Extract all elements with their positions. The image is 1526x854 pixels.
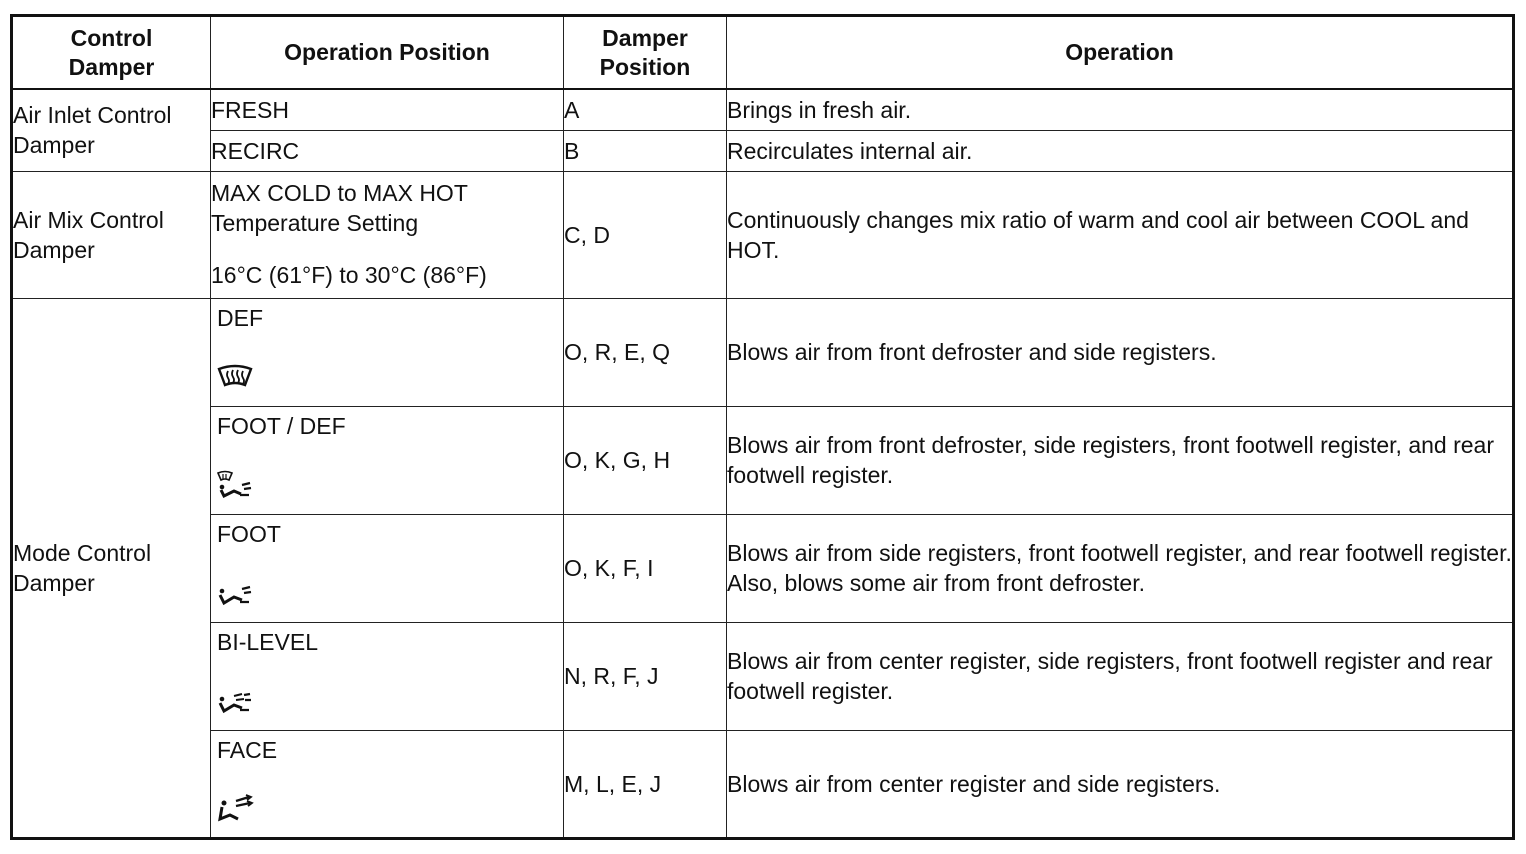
mode-label: FACE <box>217 736 278 763</box>
table-row <box>12 622 1514 730</box>
operation-position-cell <box>211 406 564 514</box>
operation-cell: Continuously changes mix ratio of warm and cool air between COOL and HOT. <box>727 171 1514 298</box>
operation-cell: Recirculates internal air. <box>727 130 1514 171</box>
operation-cell: Brings in fresh air. <box>727 89 1514 130</box>
header-control-damper: Control Damper <box>12 16 211 90</box>
mode-label: FOOT / DEF <box>217 412 346 439</box>
foot-icon <box>216 577 254 607</box>
operation-position-cell: RECIRC <box>211 130 564 171</box>
header-operation-position: Operation Position <box>211 16 564 90</box>
mode-label: BI-LEVEL <box>217 628 318 655</box>
temperature-range-label: 16°C (61°F) to 30°C (86°F) <box>211 261 487 288</box>
damper-position-cell: N, R, F, J <box>564 622 727 730</box>
damper-position-cell: O, K, G, H <box>564 406 727 514</box>
table-row <box>12 89 1514 130</box>
bi-level-icon <box>216 685 254 715</box>
foot-defrost-icon <box>216 469 254 499</box>
header-operation: Operation <box>727 16 1514 90</box>
group-mode: Mode Control Damper <box>12 298 211 838</box>
operation-cell: Blows air from front defroster, side registers, front footwell register, and rear footwell register. <box>727 406 1514 514</box>
mode-label: FOOT <box>217 520 281 547</box>
face-icon <box>216 793 254 823</box>
damper-position-cell: C, D <box>564 171 727 298</box>
damper-position-cell: M, L, E, J <box>564 730 727 838</box>
group-air-mix: Air Mix Control Damper <box>12 171 211 298</box>
damper-operation-table <box>10 14 1515 840</box>
damper-position-cell: B <box>564 130 727 171</box>
operation-position-cell <box>211 514 564 622</box>
table-row <box>12 406 1514 514</box>
group-air-inlet: Air Inlet Control Damper <box>12 89 211 171</box>
operation-cell: Blows air from center register and side registers. <box>727 730 1514 838</box>
operation-position-cell <box>211 622 564 730</box>
operation-cell: Blows air from front defroster and side registers. <box>727 298 1514 406</box>
table-row <box>12 130 1514 171</box>
damper-position-cell: A <box>564 89 727 130</box>
operation-position-cell <box>211 298 564 406</box>
table-row <box>12 298 1514 406</box>
operation-cell: Blows air from side registers, front footwell register, and rear footwell register. Also, blows some air from front defroster. <box>727 514 1514 622</box>
temperature-setting-label: MAX COLD to MAX HOT Temperature Setting <box>211 179 468 236</box>
damper-position-cell: O, R, E, Q <box>564 298 727 406</box>
operation-position-cell <box>211 171 564 298</box>
table-row <box>12 171 1514 298</box>
defrost-icon <box>216 361 254 391</box>
mode-label: DEF <box>217 304 263 331</box>
table-row <box>12 730 1514 838</box>
header-damper-position: Damper Position <box>564 16 727 90</box>
operation-cell: Blows air from center register, side registers, front footwell register and rear footwell register. <box>727 622 1514 730</box>
damper-position-cell: O, K, F, I <box>564 514 727 622</box>
operation-position-cell: FRESH <box>211 89 564 130</box>
table-row <box>12 514 1514 622</box>
operation-position-cell <box>211 730 564 838</box>
